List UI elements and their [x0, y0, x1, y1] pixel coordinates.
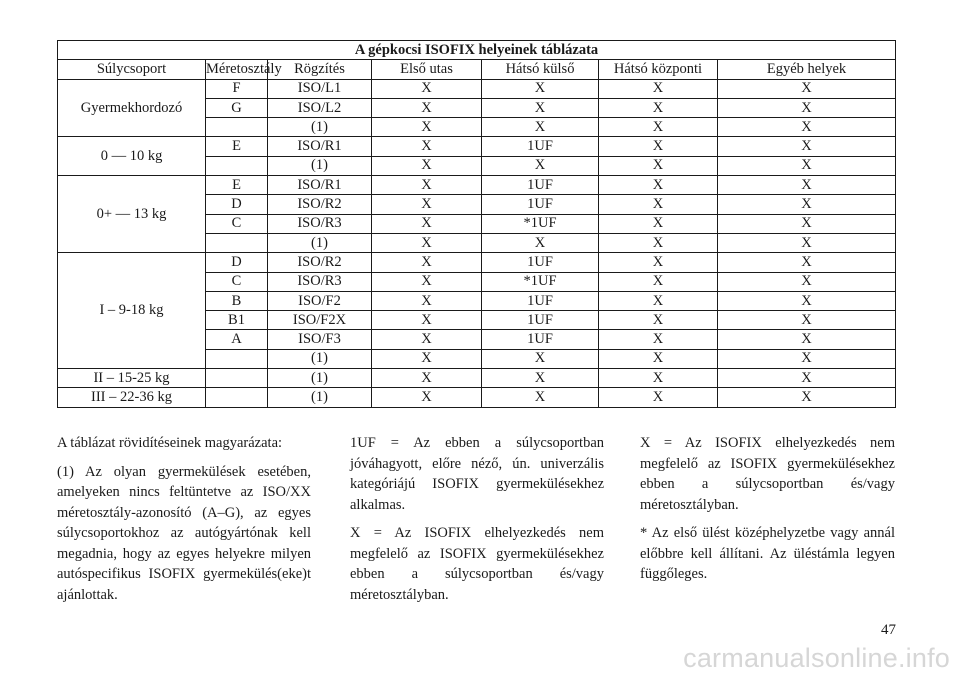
table-cell	[206, 156, 268, 175]
table-cell: X	[599, 233, 718, 252]
table-cell: ISO/R2	[268, 195, 372, 214]
table-cell: A	[206, 330, 268, 349]
table-cell	[206, 118, 268, 137]
table-row	[58, 253, 896, 272]
watermark: carmanualsonline.info	[683, 643, 950, 673]
table-row	[58, 137, 896, 156]
table-cell: X	[482, 118, 599, 137]
column-header: Hátsó külső	[482, 60, 599, 79]
table-cell: (1)	[268, 156, 372, 175]
table-cell: X	[482, 79, 599, 98]
table-cell: 1UF	[482, 195, 599, 214]
table-cell: X	[718, 330, 896, 349]
note-paragraph: A táblázat rövidítéseinek magyarázata:	[57, 435, 283, 451]
table-cell: *1UF	[482, 272, 599, 291]
table-cell: ISO/R3	[268, 272, 372, 291]
table-cell: X	[372, 311, 482, 330]
page-number: 47	[881, 622, 896, 638]
table-cell: X	[372, 233, 482, 252]
column-header: Súlycsoport	[58, 60, 206, 79]
weight-group-cell: III – 22-36 kg	[58, 388, 206, 407]
table-cell: D	[206, 195, 268, 214]
table-cell: ISO/R2	[268, 253, 372, 272]
table-cell: X	[718, 137, 896, 156]
table-cell: C	[206, 272, 268, 291]
table-cell: G	[206, 98, 268, 117]
table-cell: X	[599, 311, 718, 330]
table-cell	[206, 388, 268, 407]
table-cell: 1UF	[482, 330, 599, 349]
table-cell: X	[599, 291, 718, 310]
table-cell: X	[718, 369, 896, 388]
table-cell: X	[599, 272, 718, 291]
weight-group-cell: II – 15-25 kg	[58, 369, 206, 388]
table-cell: 1UF	[482, 253, 599, 272]
note-paragraph: 1UF = Az ebben a súlycsoportban jóváhagyott, előre néző, ún. univerzális kategóriájú ISOFIX gyermekülésekhez alkalmas.	[350, 435, 604, 513]
table-cell: X	[718, 118, 896, 137]
table-cell: F	[206, 79, 268, 98]
table-cell: ISO/F3	[268, 330, 372, 349]
note-paragraph: * Az első ülést középhelyzetbe vagy annál előbbre kell állítani. Az üléstámla legyen függőleges.	[640, 525, 895, 582]
notes-column-right	[640, 433, 895, 593]
table-cell: X	[372, 195, 482, 214]
table-cell: X	[718, 291, 896, 310]
table-cell: ISO/L2	[268, 98, 372, 117]
table-cell: X	[599, 98, 718, 117]
table-cell: X	[718, 156, 896, 175]
table-row	[58, 388, 896, 407]
table-cell: X	[372, 118, 482, 137]
table-cell: ISO/F2	[268, 291, 372, 310]
notes-column-middle	[350, 433, 604, 613]
table-cell	[206, 369, 268, 388]
table-cell	[206, 233, 268, 252]
table-cell: X	[599, 137, 718, 156]
table-cell: X	[372, 137, 482, 156]
table-cell: ISO/R1	[268, 176, 372, 195]
table-cell: X	[372, 272, 482, 291]
column-header: Méretosztály	[206, 60, 268, 79]
note-paragraph: X = Az ISOFIX elhelyezkedés nem megfelelő az ISOFIX gyermekülésekhez ebben a súlycsoportban és/vagy méretosztályban.	[350, 525, 604, 603]
table-cell: X	[372, 214, 482, 233]
table-cell	[206, 349, 268, 368]
table-title: A gépkocsi ISOFIX helyeinek táblázata	[58, 41, 896, 60]
column-header: Egyéb helyek	[718, 60, 896, 79]
table-cell: X	[599, 330, 718, 349]
table-cell: B1	[206, 311, 268, 330]
table-cell: 1UF	[482, 176, 599, 195]
table-cell: (1)	[268, 369, 372, 388]
table-cell: X	[482, 388, 599, 407]
table-cell: X	[599, 214, 718, 233]
table-cell: X	[482, 233, 599, 252]
table-cell: X	[718, 233, 896, 252]
table-cell: X	[599, 388, 718, 407]
isofix-table	[57, 40, 896, 408]
table-body	[58, 79, 896, 407]
note-paragraph: (1) Az olyan gyermekülések esetében, amelyeken nincs feltüntetve az ISO/XX méretosztály-azonosító (A–G), az egyes súlycsoportokhoz az autógyártónak kell megadnia, hogy az egyes helyekre milyen autóspecifikus ISOFIX gyermekülés(eke)t ajánlottak.	[57, 463, 311, 603]
table-cell: ISO/F2X	[268, 311, 372, 330]
table-cell: (1)	[268, 118, 372, 137]
table-cell: ISO/L1	[268, 79, 372, 98]
table-cell: X	[372, 79, 482, 98]
table-cell: X	[372, 253, 482, 272]
table-cell: ISO/R1	[268, 137, 372, 156]
table-cell: X	[372, 388, 482, 407]
table-header-row	[58, 60, 896, 79]
table-cell: 1UF	[482, 291, 599, 310]
table-cell: X	[718, 98, 896, 117]
note-paragraph: X = Az ISOFIX elhelyezkedés nem megfelelő az ISOFIX gyermekülésekhez ebben a súlycsoportban és/vagy méretosztályban.	[640, 435, 895, 513]
table-cell: X	[599, 349, 718, 368]
table-cell: 1UF	[482, 311, 599, 330]
table-cell: X	[718, 388, 896, 407]
weight-group-cell: I – 9-18 kg	[58, 253, 206, 369]
table-cell: X	[482, 349, 599, 368]
column-header: Rögzítés	[268, 60, 372, 79]
table-cell: D	[206, 253, 268, 272]
weight-group-cell: 0+ — 13 kg	[58, 176, 206, 253]
table-cell: X	[718, 195, 896, 214]
table-cell: X	[718, 311, 896, 330]
notes-column-left	[57, 433, 311, 613]
table-row	[58, 79, 896, 98]
table-row	[58, 176, 896, 195]
table-cell: B	[206, 291, 268, 310]
weight-group-cell: Gyermekhordozó	[58, 79, 206, 137]
table-cell: 1UF	[482, 137, 599, 156]
table-cell: X	[372, 156, 482, 175]
table-cell: X	[718, 176, 896, 195]
column-header: Első utas	[372, 60, 482, 79]
table-cell: X	[482, 98, 599, 117]
table-cell: (1)	[268, 233, 372, 252]
table-cell: (1)	[268, 388, 372, 407]
table-cell: X	[718, 214, 896, 233]
weight-group-cell: 0 — 10 kg	[58, 137, 206, 176]
table-cell: E	[206, 176, 268, 195]
table-cell: X	[599, 253, 718, 272]
column-header: Hátsó központi	[599, 60, 718, 79]
table-cell: X	[718, 349, 896, 368]
table-cell: *1UF	[482, 214, 599, 233]
table-cell: X	[718, 272, 896, 291]
table-cell: X	[372, 349, 482, 368]
table-cell: E	[206, 137, 268, 156]
table-cell: X	[599, 176, 718, 195]
table-row	[58, 369, 896, 388]
table-cell: X	[372, 291, 482, 310]
table-cell: X	[599, 195, 718, 214]
table-cell: X	[482, 156, 599, 175]
table-cell: X	[372, 330, 482, 349]
table-cell: X	[372, 369, 482, 388]
table-cell: X	[372, 176, 482, 195]
table-cell: X	[599, 156, 718, 175]
table-cell: ISO/R3	[268, 214, 372, 233]
table-cell: X	[718, 253, 896, 272]
table-cell: X	[482, 369, 599, 388]
table-cell: X	[718, 79, 896, 98]
table-cell: C	[206, 214, 268, 233]
table-cell: X	[599, 79, 718, 98]
table-cell: X	[372, 98, 482, 117]
table-cell: (1)	[268, 349, 372, 368]
table-cell: X	[599, 118, 718, 137]
table-cell: X	[599, 369, 718, 388]
